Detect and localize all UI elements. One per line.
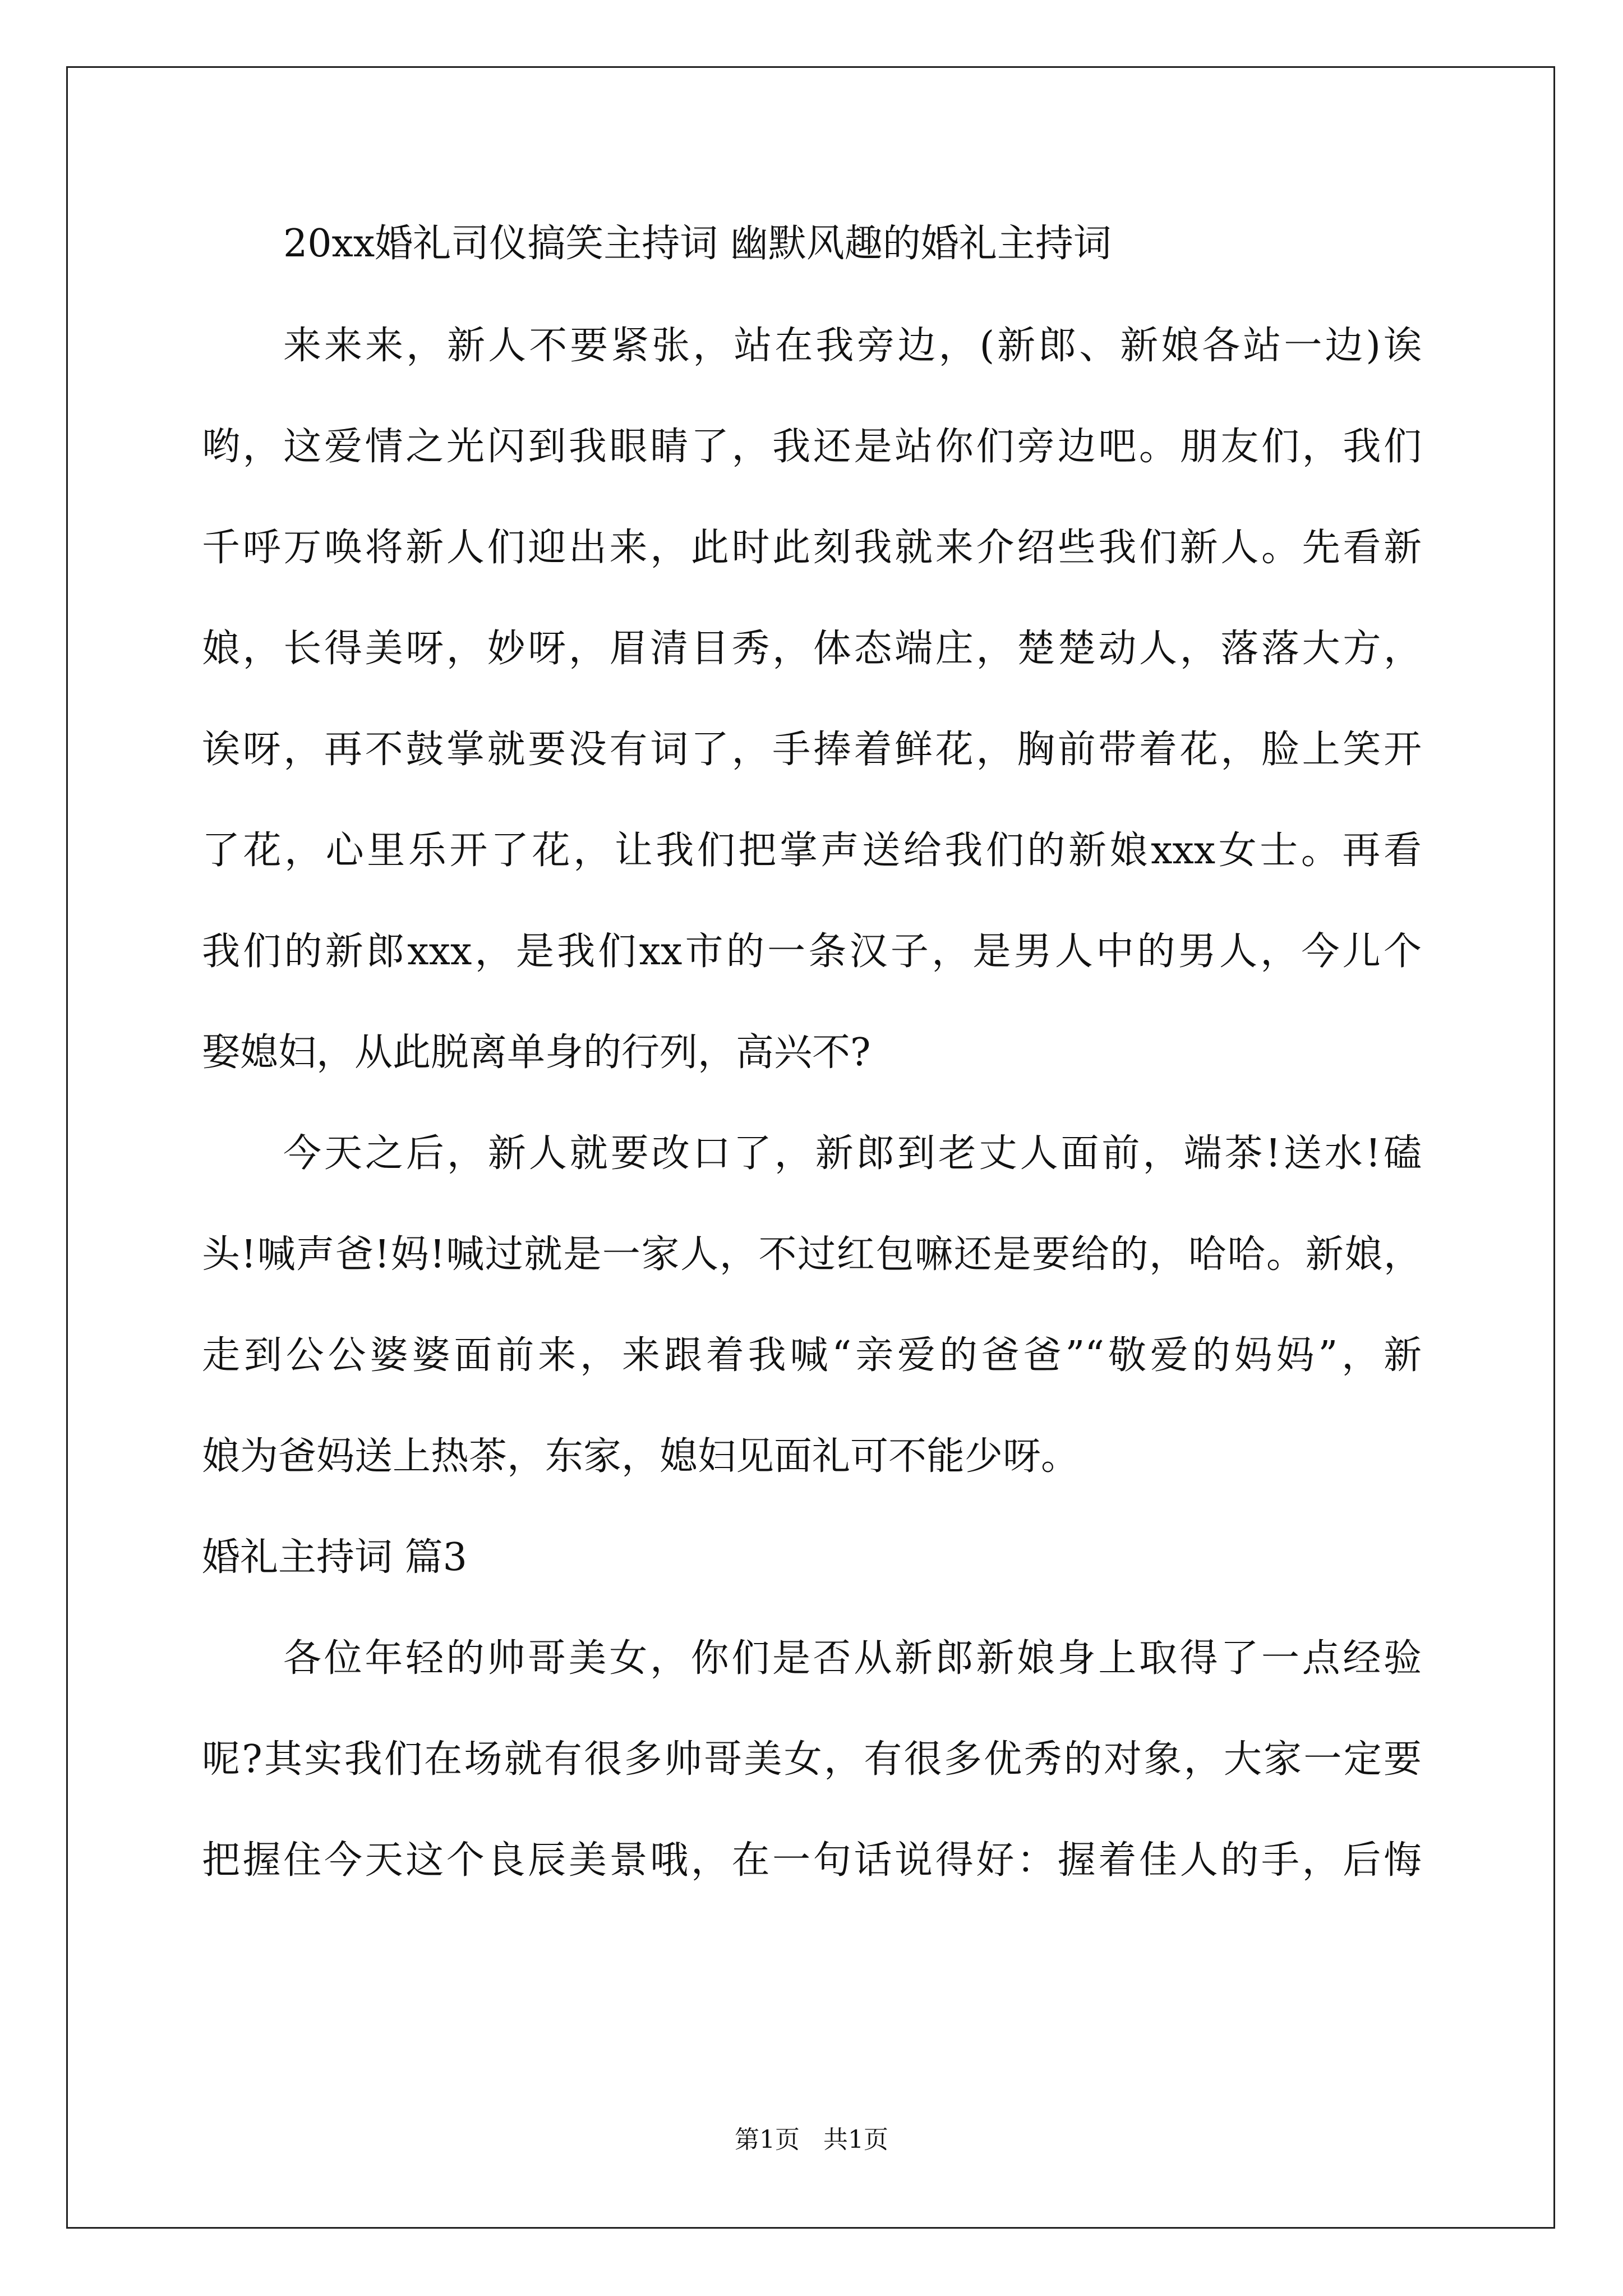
paragraph-line: 娶媳妇，从此脱离单身的行列，高兴不? (202, 1030, 871, 1075)
section-heading: 婚礼主持词 篇3 (202, 1535, 467, 1580)
paragraph-line: 来来来，新人不要紧张，站在我旁边，(新郎、新娘各站一边)诶 (283, 324, 1422, 368)
page-footer: 第1页 共1页 (735, 2125, 888, 2154)
paragraph-line: 了花，心里乐开了花，让我们把掌声送给我们的新娘xxx女士。再看 (202, 829, 1422, 873)
paragraph-line: 呢?其实我们在场就有很多帅哥美女，有很多优秀的对象，大家一定要 (202, 1737, 1422, 1782)
paragraph-line: 各位年轻的帅哥美女，你们是否从新郎新娘身上取得了一点经验 (283, 1636, 1422, 1681)
paragraph-line: 把握住今天这个良辰美景哦，在一句话说得好：握着佳人的手，后悔 (202, 1838, 1422, 1883)
paragraph-line: 头!喊声爸!妈!喊过就是一家人，不过红包嘛还是要给的，哈哈。新娘， (202, 1232, 1422, 1277)
paragraph-line: 娘，长得美呀，妙呀，眉清目秀，体态端庄，楚楚动人，落落大方， (202, 627, 1422, 671)
paragraph-line: 哟，这爱情之光闪到我眼睛了，我还是站你们旁边吧。朋友们，我们 (202, 425, 1422, 469)
paragraph-line: 走到公公婆婆面前来，来跟着我喊“亲爱的爸爸”“敬爱的妈妈”，新 (202, 1333, 1422, 1378)
paragraph-line: 我们的新郎xxx，是我们xx市的一条汉子，是男人中的男人，今儿个 (202, 930, 1422, 974)
paragraph-line: 千呼万唤将新人们迎出来，此时此刻我就来介绍些我们新人。先看新 (202, 526, 1422, 570)
paragraph-line: 今天之后，新人就要改口了，新郎到老丈人面前，端茶!送水!磕 (283, 1131, 1422, 1176)
document-title: 20xx婚礼司仪搞笑主持词 幽默风趣的婚礼主持词 (283, 222, 1112, 266)
paragraph-line: 诶呀，再不鼓掌就要没有词了，手捧着鲜花，胸前带着花，脸上笑开 (202, 728, 1422, 772)
paragraph-line: 娘为爸妈送上热茶，东家，媳妇见面礼可不能少呀。 (202, 1434, 1080, 1479)
